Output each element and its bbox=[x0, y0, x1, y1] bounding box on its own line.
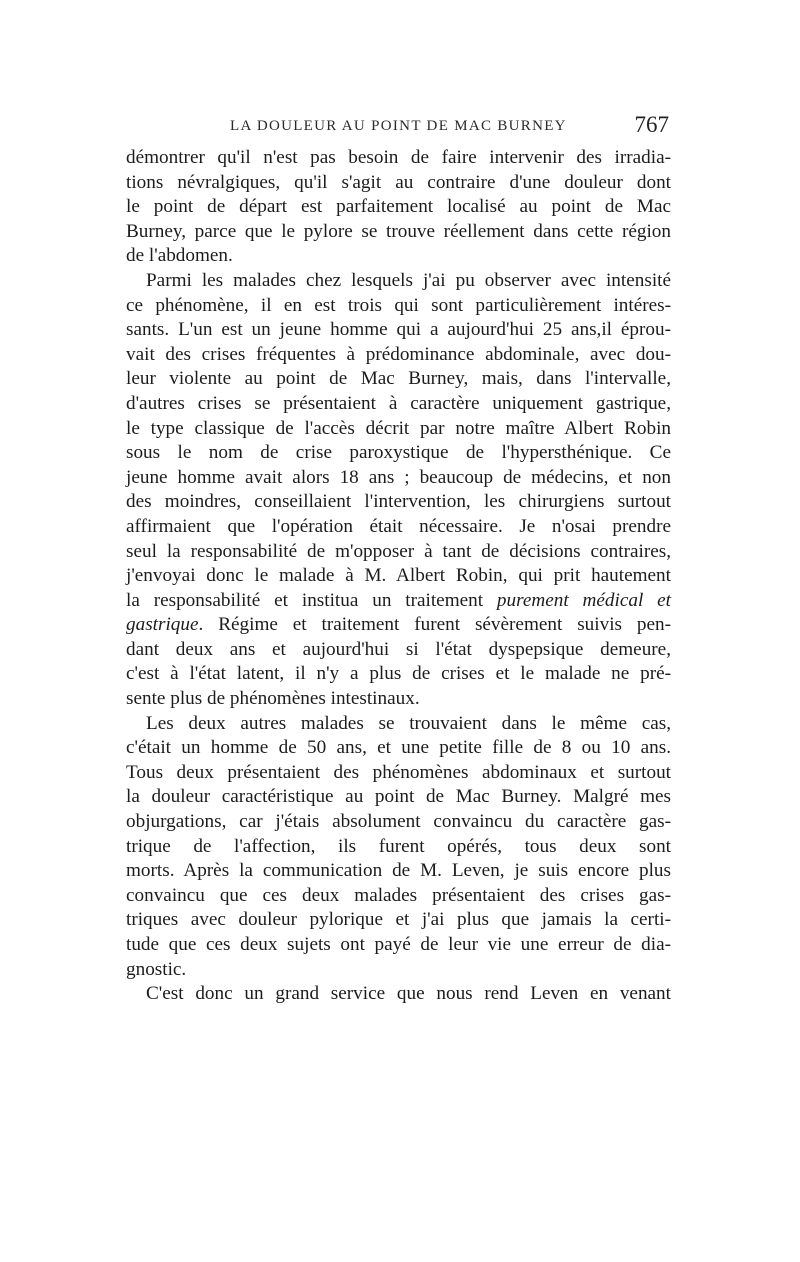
running-head bbox=[126, 110, 671, 146]
text-line: affirmaient que l'opération était nécessaire. Je n'osai prendre bbox=[126, 515, 671, 537]
text-line: tude que ces deux sujets ont payé de leur vie une erreur de dia- bbox=[126, 934, 671, 955]
text-line: triques avec douleur pylorique et j'ai plus que jamais la certi- bbox=[126, 909, 671, 931]
text-line: d'autres crises se présentaient à caractère uniquement gastrique, bbox=[126, 392, 671, 414]
text-line: sants. L'un est un jeune homme qui a aujourd'hui 25 ans,il éprou- bbox=[126, 319, 671, 341]
text-line: leur violente au point de Mac Burney, mais, dans l'intervalle, bbox=[126, 368, 671, 390]
text-line: c'était un homme de 50 ans, et une petite fille de 8 ou 10 ans. bbox=[126, 737, 671, 759]
text-segment: la responsabilité et institua un traitement bbox=[126, 589, 497, 611]
text-line: de l'abdomen. bbox=[126, 245, 233, 267]
body-text bbox=[126, 146, 671, 1007]
text-line: sous le nom de crise paroxystique de l'hypersthénique. Ce bbox=[126, 442, 671, 464]
text-line: le point de départ est parfaitement localisé au point de Mac bbox=[126, 196, 671, 218]
text-line: morts. Après la communication de M. Leven, je suis encore plus bbox=[126, 860, 671, 882]
text-line: Les deux autres malades se trouvaient dans le même cas, bbox=[146, 712, 671, 734]
text-line: tions névralgiques, qu'il s'agit au contraire d'une douleur dont bbox=[126, 171, 671, 193]
text-line: dant deux ans et aujourd'hui si l'état dyspepsique demeure, bbox=[126, 638, 671, 660]
text-segment: . Régime et traitement furent sévèrement suivis pen- bbox=[198, 614, 671, 636]
text-line: Parmi les malades chez lesquels j'ai pu observer avec intensité bbox=[146, 269, 671, 291]
text-line: Tous deux présentaient des phénomènes abdominaux et surtout bbox=[126, 761, 671, 783]
text-line: ce phénomène, il en est trois qui sont particulièrement intéres- bbox=[126, 294, 671, 316]
text-line bbox=[126, 613, 671, 638]
text-line: démontrer qu'il n'est pas besoin de faire intervenir des irradia- bbox=[126, 147, 671, 168]
text-line: j'envoyai donc le malade à M. Albert Robin, qui prit hautement bbox=[126, 565, 671, 587]
text-line: C'est donc un grand service que nous rend Leven en venant bbox=[146, 983, 671, 1005]
running-title: LA DOULEUR AU POINT DE MAC BURNEY bbox=[230, 118, 567, 134]
text-line: gnostic. bbox=[126, 958, 187, 980]
book-page bbox=[126, 110, 671, 1007]
text-line: Burney, parce que le pylore se trouve réellement dans cette région bbox=[126, 220, 671, 242]
text-line: objurgations, car j'étais absolument convaincu du caractère gas- bbox=[126, 811, 671, 833]
italic-text: gastrique bbox=[126, 614, 199, 636]
text-line: c'est à l'état latent, il n'y a plus de crises et le malade ne pré- bbox=[126, 663, 671, 685]
italic-text: purement médical et bbox=[496, 589, 671, 611]
text-line: jeune homme avait alors 18 ans ; beaucoup de médecins, et non bbox=[126, 466, 671, 488]
text-line: le type classique de l'accès décrit par notre maître Albert Robin bbox=[126, 417, 671, 439]
text-line: seul la responsabilité de m'opposer à tant de décisions contraires, bbox=[126, 540, 671, 562]
text-line bbox=[126, 589, 671, 614]
text-line: convaincu que ces deux malades présentaient des crises gas- bbox=[126, 884, 671, 906]
text-line: trique de l'affection, ils furent opérés, tous deux sont bbox=[126, 835, 671, 857]
text-line: la douleur caractéristique au point de Mac Burney. Malgré mes bbox=[126, 786, 671, 808]
page-number: 767 bbox=[634, 112, 669, 137]
text-line: vait des crises fréquentes à prédominance abdominale, avec dou- bbox=[126, 343, 671, 365]
text-line: sente plus de phénomènes intestinaux. bbox=[126, 688, 420, 710]
text-line: des moindres, conseillaient l'intervention, les chirurgiens surtout bbox=[126, 491, 671, 513]
